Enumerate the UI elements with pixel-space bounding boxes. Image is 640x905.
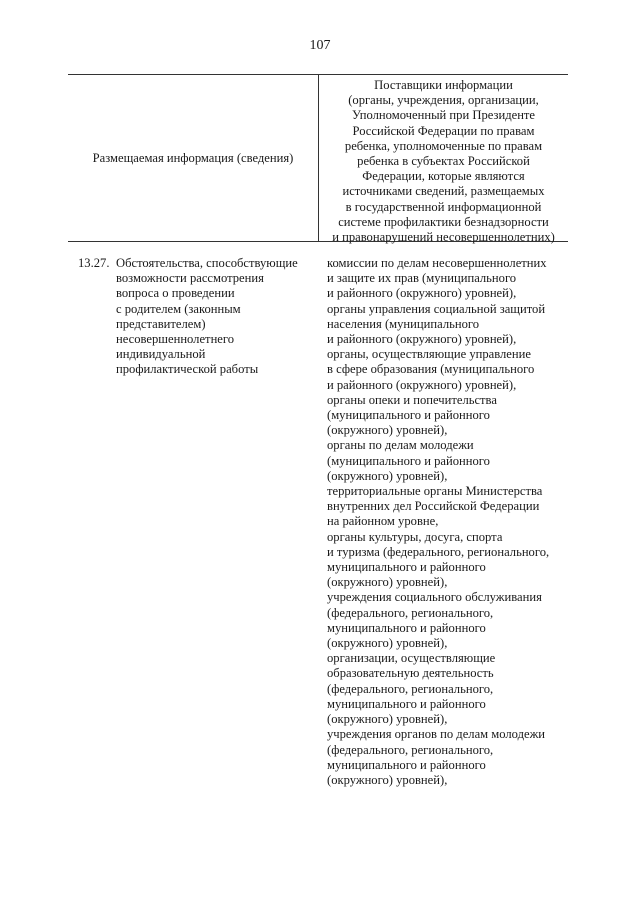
text-line: Уполномоченный при Президенте [351,108,536,123]
text-line: Обстоятельства, способствующие [116,256,298,270]
text-line: муниципального и районного [327,757,486,772]
text-line: возможности рассмотрения [116,271,264,286]
text-line: ребенка, уполномоченные по правам [344,138,543,153]
text-line: органы управления социальной защитой [327,301,546,316]
text-line: ребенка в субъектах Российской [357,154,530,169]
text-line: и туризма (федерального, регионального, [327,544,550,559]
text-line: и защите их прав (муниципального [327,271,517,286]
text-line: (федерального, регионального, [327,681,494,696]
text-line: (федерального, регионального, [327,605,494,620]
text-line: системе профилактики безнадзорности [338,214,549,229]
text-line: (федерального, регионального, [327,742,494,757]
row-description [116,256,316,378]
text-line: муниципального и районного [327,620,486,635]
text-line: (окружного) уровней), [327,772,448,787]
text-line: (окружного) уровней), [327,575,448,590]
text-line: комиссии по делам несовершеннолетних [327,256,547,270]
text-line: (окружного) уровней), [327,423,448,438]
text-line: (окружного) уровней), [327,636,448,651]
text-line: Поставщики информации [374,78,513,92]
text-line: муниципального и районного [327,696,486,711]
text-line: на районном уровне, [327,514,439,529]
text-line: территориальные органы Министерства [327,484,543,499]
column-header-information: Размещаемая информация (сведения) [92,151,294,165]
text-line: и районного (окружного) уровней), [327,286,517,301]
column-header-providers [319,78,568,245]
text-line: профилактической работы [116,362,259,377]
text-line: Федерации, которые являются [362,169,525,184]
text-line: (муниципального и районного [327,408,490,423]
text-line: представителем) [116,316,206,331]
text-line: внутренних дел Российской Федерации [327,499,540,514]
text-line: органы опеки и попечительства [327,392,497,407]
text-line: и правонарушений несовершеннолетних) [332,230,555,245]
text-line: несовершеннолетнего [116,332,235,347]
text-line: образовательную деятельность [327,666,494,681]
text-line: населения (муниципального [327,316,480,331]
text-line: вопроса о проведении [116,286,235,301]
row-number: 13.27. [78,256,110,270]
text-line: органы культуры, досуга, спорта [327,529,503,544]
text-line: учреждения органов по делам молодежи [327,727,546,742]
text-line: в государственной информационной [345,199,542,214]
text-line: (муниципального и районного [327,453,490,468]
page-number: 107 [309,38,331,53]
text-line: и районного (окружного) уровней), [327,332,517,347]
text-line: органы по делам молодежи [327,438,474,453]
text-line: учреждения социального обслуживания [327,590,542,605]
text-line: индивидуальной [116,347,206,362]
row-providers [327,256,565,788]
text-line: муниципального и районного [327,560,486,575]
text-line: с родителем (законным [116,301,241,316]
text-line: Российской Федерации по правам [352,123,535,138]
text-line: органы, осуществляющие управление [327,347,531,362]
text-line: (окружного) уровней), [327,468,448,483]
text-line: источниками сведений, размещаемых [342,184,545,199]
text-line: (органы, учреждения, организации, [348,93,539,108]
text-line: в сфере образования (муниципального [327,362,535,377]
text-line: и районного (окружного) уровней), [327,377,517,392]
text-line: (окружного) уровней), [327,712,448,727]
text-line: организации, осуществляющие [327,651,496,666]
